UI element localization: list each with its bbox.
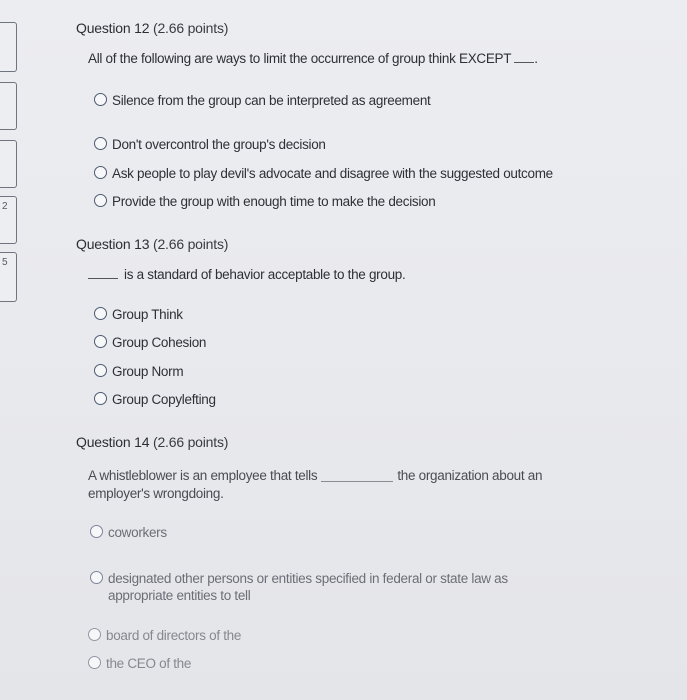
question-14-title bbox=[76, 434, 228, 450]
sidebar-tab-3[interactable] bbox=[0, 140, 17, 188]
radio-button[interactable] bbox=[94, 194, 107, 207]
radio-button[interactable] bbox=[88, 628, 101, 641]
q13-option-group-copylefting[interactable] bbox=[94, 391, 216, 408]
option-label: Group Think bbox=[112, 307, 183, 322]
sidebar-tab-4[interactable] bbox=[0, 196, 17, 244]
radio-button[interactable] bbox=[90, 525, 103, 538]
question-number: Question 13 bbox=[76, 236, 150, 252]
option-label: Group Copylefting bbox=[112, 392, 216, 407]
question-number: Question 12 bbox=[76, 20, 150, 36]
answer-input[interactable] bbox=[321, 467, 393, 482]
prompt-suffix: . bbox=[534, 51, 538, 66]
option-label: board of directors of the bbox=[106, 628, 242, 643]
radio-button[interactable] bbox=[94, 307, 107, 320]
q13-option-group-cohesion[interactable] bbox=[94, 334, 206, 351]
q13-option-group-norm[interactable] bbox=[94, 363, 183, 380]
sidebar-tab-number: 2 bbox=[2, 201, 8, 212]
answer-blank bbox=[514, 62, 534, 63]
prompt-text: All of the following are ways to limit the occurrence of group think EXCEPT bbox=[88, 51, 512, 66]
radio-button[interactable] bbox=[94, 392, 107, 405]
option-label bbox=[108, 570, 508, 604]
prompt-text-line2: employer's wrongdoing. bbox=[88, 486, 224, 501]
question-number: Question 14 bbox=[76, 434, 150, 450]
option-label: Ask people to play devil's advocate and disagree with the suggested outcome bbox=[112, 166, 553, 181]
question-12-prompt bbox=[88, 50, 538, 68]
question-points: (2.66 points) bbox=[153, 236, 229, 252]
sidebar-tab-2[interactable] bbox=[0, 82, 17, 130]
q13-option-group-think[interactable] bbox=[94, 306, 183, 323]
option-label: Group Norm bbox=[112, 364, 184, 379]
q14-option-coworkers[interactable] bbox=[90, 524, 167, 541]
answer-blank bbox=[88, 278, 118, 279]
radio-button[interactable] bbox=[94, 364, 107, 377]
radio-button[interactable] bbox=[94, 335, 107, 348]
q12-option-silence[interactable] bbox=[94, 92, 431, 109]
q14-option-board-of-directors[interactable] bbox=[88, 627, 241, 644]
sidebar-tab-5[interactable] bbox=[0, 252, 17, 302]
radio-button[interactable] bbox=[90, 571, 103, 584]
q14-option-designated-persons[interactable] bbox=[90, 570, 508, 604]
option-label: Don't overcontrol the group's decision bbox=[112, 137, 326, 152]
q12-option-overcontrol[interactable] bbox=[94, 136, 326, 153]
option-label: Provide the group with enough time to make the decision bbox=[112, 194, 436, 209]
question-14-prompt bbox=[88, 467, 542, 503]
sidebar-tab-number: 5 bbox=[2, 257, 8, 268]
question-13-title bbox=[76, 236, 228, 252]
option-label: the CEO of the bbox=[106, 656, 192, 671]
radio-button[interactable] bbox=[94, 137, 107, 150]
q12-option-enough-time[interactable] bbox=[94, 193, 435, 210]
option-label: Group Cohesion bbox=[112, 335, 207, 350]
option-label: coworkers bbox=[108, 525, 167, 540]
prompt-text: is a standard of behavior acceptable to the group. bbox=[124, 267, 406, 282]
question-12-title bbox=[76, 20, 228, 36]
question-13-prompt bbox=[88, 266, 405, 284]
sidebar-tab-1[interactable] bbox=[0, 22, 17, 72]
question-points: (2.66 points) bbox=[153, 434, 229, 450]
radio-button[interactable] bbox=[94, 93, 107, 106]
prompt-text-part1: A whistleblower is an employee that tells bbox=[88, 468, 318, 483]
radio-button[interactable] bbox=[94, 166, 107, 179]
option-label-line1: designated other persons or entities specified in federal or state law as bbox=[108, 571, 508, 586]
option-label: Silence from the group can be interpreted as agreement bbox=[112, 93, 431, 108]
q14-option-ceo[interactable] bbox=[88, 655, 191, 672]
prompt-text-part2: the organization about an bbox=[397, 468, 543, 483]
radio-button[interactable] bbox=[88, 656, 101, 669]
option-label-line2: appropriate entities to tell bbox=[108, 588, 251, 603]
question-points: (2.66 points) bbox=[153, 20, 229, 36]
q12-option-devils-advocate[interactable] bbox=[94, 165, 553, 182]
